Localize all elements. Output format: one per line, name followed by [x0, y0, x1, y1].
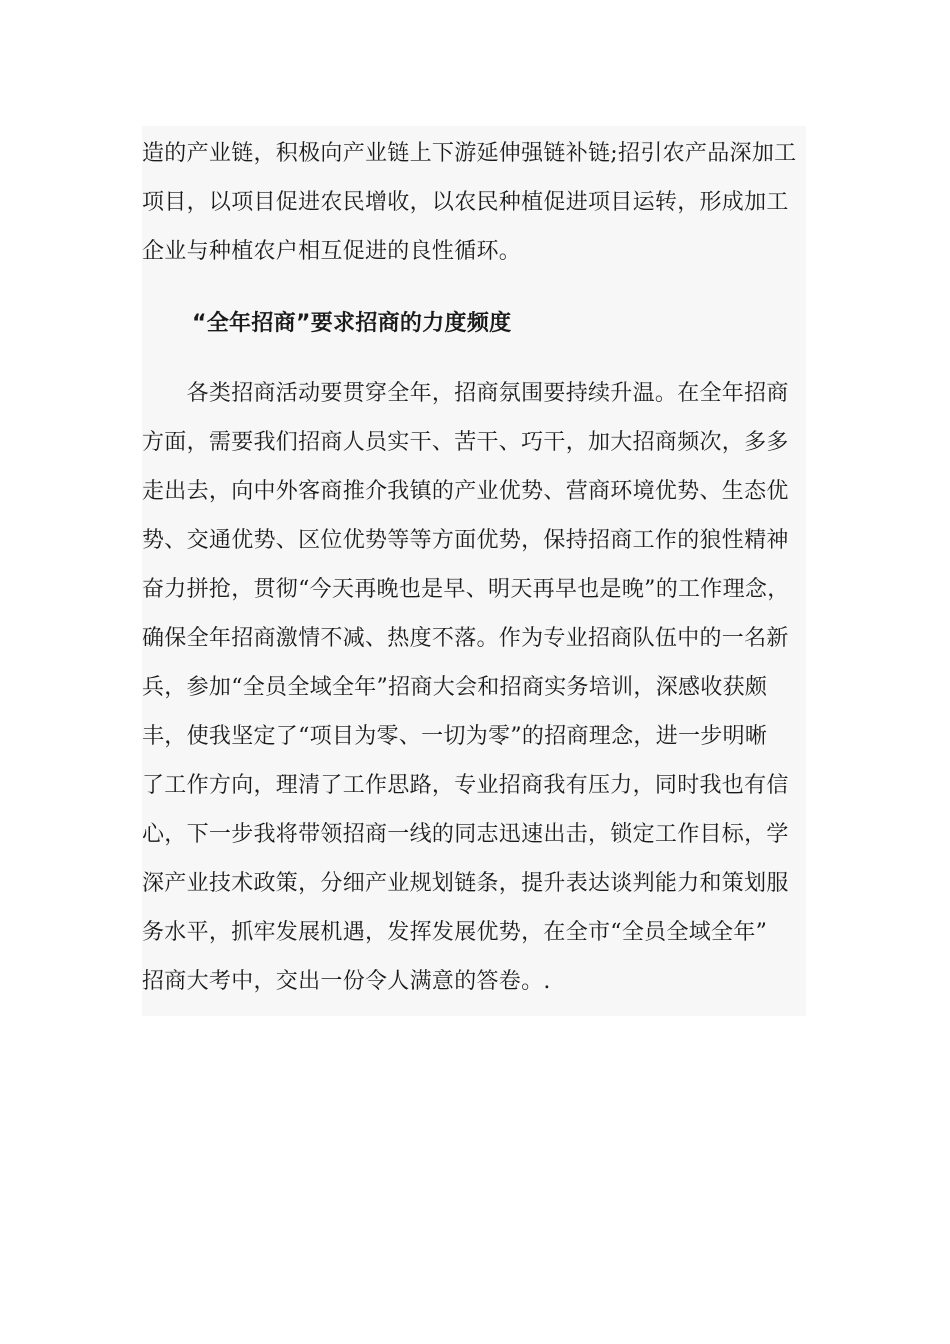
- paragraph-2-line: 兵，参加“全员全域全年”招商大会和招商实务培训，深感收获颇: [142, 675, 768, 700]
- paragraph-2-line: 奋力拼抢，贯彻“今天再晚也是早、明天再早也是晚”的工作理念，: [142, 577, 790, 602]
- paragraph-2-line: 方面，需要我们招商人员实干、苦干、巧干，加大招商频次，多多: [142, 430, 789, 455]
- paragraph-2-line: 心，下一步我将带领招商一线的同志迅速出击，锁定工作目标，学: [142, 822, 789, 847]
- paragraph-1-line: 造的产业链，积极向产业链上下游延伸强链补链;招引农产品深加工: [142, 141, 797, 166]
- paragraph-1: [142, 129, 796, 276]
- paragraph-2-line: 深产业技术政策，分细产业规划链条，提升表达谈判能力和策划服: [142, 871, 789, 896]
- paragraph-1-line: 企业与种植农户相互促进的良性循环。: [142, 239, 522, 264]
- paragraph-2: [142, 369, 790, 1006]
- text-block: [142, 126, 806, 1016]
- paragraph-2-line: 走出去，向中外客商推介我镇的产业优势、营商环境优势、生态优: [142, 479, 789, 504]
- paragraph-2-line: 丰，使我坚定了“项目为零、一切为零”的招商理念，进一步明晰: [142, 724, 768, 749]
- paragraph-1-line: 项目，以项目促进农民增收，以农民种植促进项目运转，形成加工: [142, 190, 789, 215]
- paragraph-2-line: 招商大考中，交出一份令人满意的答卷。.: [142, 969, 551, 994]
- paragraph-2-line: 确保全年招商激情不减、热度不落。作为专业招商队伍中的一名新: [142, 626, 789, 651]
- paragraph-2-line: 务水平，抓牢发展机遇，发挥发展优势，在全市“全员全域全年”: [142, 920, 768, 945]
- paragraph-2-line: 各类招商活动要贯穿全年，招商氛围要持续升温。在全年招商: [142, 381, 789, 406]
- paragraph-2-line: 了工作方向，理清了工作思路，专业招商我有压力，同时我也有信: [142, 773, 789, 798]
- paragraph-2-line: 势、交通优势、区位优势等等方面优势，保持招商工作的狼性精神: [142, 528, 789, 553]
- section-heading: “全年招商”要求招商的力度频度: [192, 311, 512, 336]
